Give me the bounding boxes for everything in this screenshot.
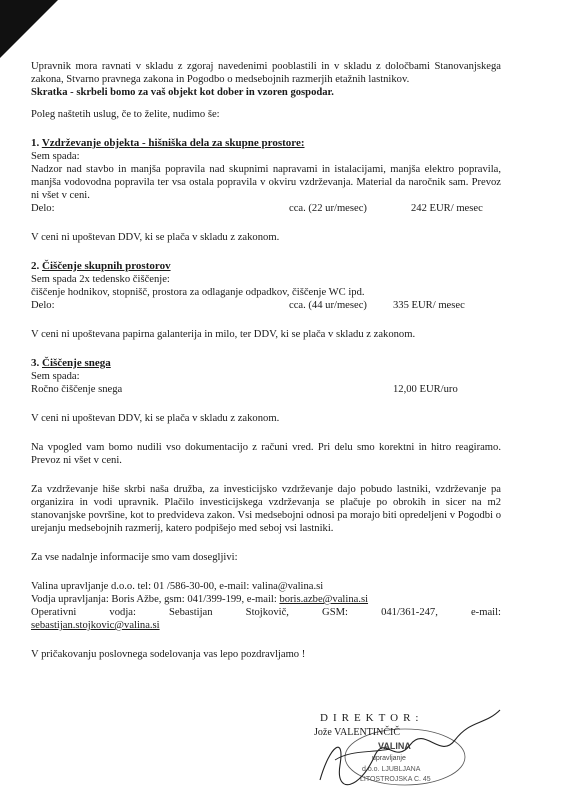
section3-price-label: Ročno čiščenje snega	[31, 384, 123, 395]
section1-price-amount: 242 EUR/ mesec	[411, 203, 483, 214]
section3-note: V ceni ni upoštevan DDV, ki se plača v skladu z zakonom.	[31, 413, 280, 424]
section1-price-row	[31, 202, 501, 215]
section2-price-hours: cca. (44 ur/mesec)	[289, 300, 367, 311]
section3-sub: Sem spada:	[31, 371, 80, 382]
section3-price-amount: 12,00 EUR/uro	[393, 384, 458, 395]
scan-corner	[0, 0, 58, 58]
section1-note: V ceni ni upoštevan DDV, ki se plača v skladu z zakonom.	[31, 232, 280, 243]
section3-price-row	[31, 383, 501, 396]
section2-heading: 2. Čiščenje skupnih prostorov	[31, 260, 171, 272]
stamp-line-2: upravljanje	[372, 755, 406, 762]
slogan: Skratka - skrbeli bomo za vaš objekt kot dober in vzoren gospodar.	[31, 87, 334, 98]
contact-operative-email[interactable]: sebastijan.stojkovic@valina.si	[31, 620, 160, 631]
contact-operative: Operativni vodja: Sebastijan Stojkovič, GSM: 041/361-247, e-mail:	[31, 607, 501, 618]
contact-company: Valina upravljanje d.o.o. tel: 01 /586-30-00, e-mail: valina@valina.si	[31, 581, 324, 592]
stamp-line-1: VALINA	[378, 741, 411, 751]
closing-paragraph-1: Na vpogled vam bomo nudili vso dokumentacijo z računi vred. Pri delu smo korektni in hitro reagiramo. Prevoz ni všet v ceni.	[31, 442, 501, 466]
section2-price-row	[31, 299, 501, 312]
farewell: V pričakovanju poslovnega sodelovanja vas lepo pozdravljamo !	[31, 649, 306, 660]
contact-company-email[interactable]: valina@valina.si	[251, 581, 324, 592]
stamp-line-3: d.o.o. LJUBLJANA	[362, 766, 421, 773]
offer-intro: Poleg naštetih uslug, če to želite, nudimo še:	[31, 109, 220, 120]
signature-title: DIREKTOR:	[320, 712, 424, 724]
document-body	[31, 60, 501, 661]
section1-price-label: Delo:	[31, 203, 55, 214]
section3-heading: 3. Čiščenje snega	[31, 357, 111, 369]
signature-block	[300, 705, 520, 795]
section1-sub: Sem spada:	[31, 151, 80, 162]
section1-heading: 1. Vzdrževanje objekta - hišniška dela za skupne prostore:	[31, 137, 305, 149]
contact-manager-email[interactable]: boris.azbe@valina.si	[279, 594, 369, 605]
intro-paragraph: Upravnik mora ravnati v skladu z zgoraj navedenimi pooblastili in v skladu z določbami Stanovanjskega zakona, Stvarno pravnega zakona in Pogodbo o medsebojnih razmerjih etažnih lastnikov.	[31, 61, 501, 85]
section1-price-hours: cca. (22 ur/mesec)	[289, 203, 367, 214]
section1-body: Nadzor nad stavbo in manjša popravila nad skupnimi napravami in istalacijami, manjša elektro popravila, manjša vodovodna popravila ter vsa ostala popravila v okviru vzdrževanja. Material da naročnik sam. Prevoz ni všet v ceni.	[31, 164, 501, 201]
section2-price-label: Delo:	[31, 300, 55, 311]
closing-paragraph-2: Za vzdrževanje hiše skrbi naša družba, za investicijsko vzdrževanje dajo pobudo lastniki, vzdrževanje pa organizira in vodi upravnik. Plačilo investicijskega vzdrževanja se plačuje po obrokih in sicer na m2 stanovanjske površine, kot to predvideva zakon. Vsi medsebojni odnosi pa morajo biti opredeljeni v Pogodbi o urejanju medsebojnih razmerij, katero podpišejo med seboj vsi lastniki.	[31, 484, 501, 534]
contact-operative-email-line	[31, 619, 501, 632]
section2-note: V ceni ni upoštevana papirna galanterija in milo, ter DDV, ki se plača v skladu z zakonom.	[31, 329, 416, 340]
section2-body: čiščenje hodnikov, stopnišč, prostora za odlaganje odpadkov, čiščenje WC ipd.	[31, 287, 365, 298]
closing-paragraph-3: Za vse nadalnje informacije smo vam dosegljivi:	[31, 552, 238, 563]
contact-manager: Vodja upravljanja: Boris Ažbe, gsm: 041/399-199, e-mail: boris.azbe@valina.si	[31, 594, 369, 605]
stamp-line-4: LITOSTROJSKA C. 45	[360, 776, 431, 783]
signatory-name: Jože VALENTINČIČ	[314, 727, 401, 738]
section2-sub: Sem spada 2x tedensko čiščenje:	[31, 274, 170, 285]
section2-price-amount: 335 EUR/ mesec	[393, 300, 465, 311]
